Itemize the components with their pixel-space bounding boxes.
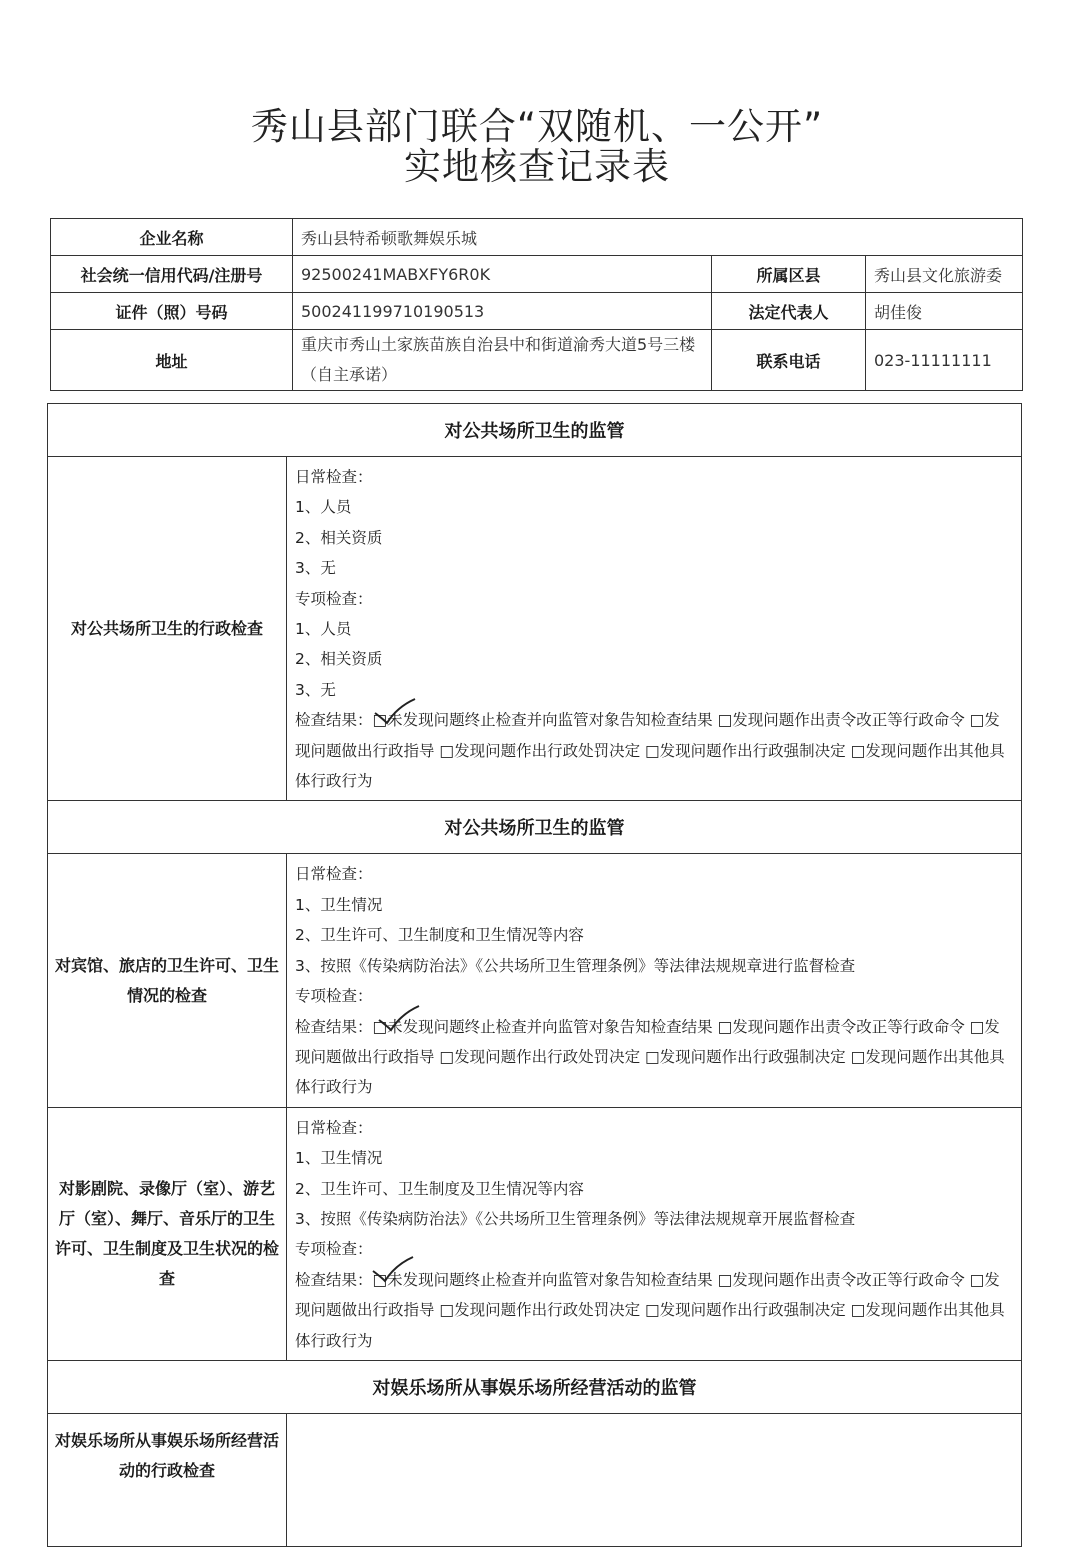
s3-line: 2、卫生许可、卫生制度及卫生情况等内容 bbox=[295, 1179, 584, 1198]
document-title-line1: 秀山县部门联合“双随机、一公开” bbox=[250, 105, 824, 148]
address-value: 重庆市秀山土家族苗族自治县中和街道渝秀大道5号三楼（自主承诺） bbox=[293, 330, 712, 391]
s2-line: 1、卫生情况 bbox=[295, 895, 383, 914]
s3-line: 1、卫生情况 bbox=[295, 1149, 383, 1168]
company-name-value: 秀山县特希顿歌舞娱乐城 bbox=[293, 219, 1023, 256]
s3-result: 检查结果：□未发现问题终止检查并向监管对象告知检查结果 □发现问题作出责令改正等行政命令 □发现问题做出行政指导 □发现问题作出行政处罚决定 □发现问题作出行政强制决定 □发现问题作出其他具体行政行为 bbox=[295, 1270, 1005, 1350]
s1-line: 1、人员 bbox=[295, 620, 352, 639]
section3-content bbox=[287, 1107, 1022, 1360]
district-value: 秀山县文化旅游委 bbox=[866, 256, 1023, 293]
section1-content bbox=[287, 457, 1022, 801]
legal-rep-value: 胡佳俊 bbox=[866, 293, 1023, 330]
section4-header: 对娱乐场所从事娱乐场所经营活动的监管 bbox=[48, 1360, 1022, 1413]
section2-content bbox=[287, 854, 1022, 1107]
s1-line: 2、相关资质 bbox=[295, 650, 383, 669]
handwritten-checkmark-icon bbox=[377, 1004, 421, 1034]
address-label: 地址 bbox=[51, 330, 293, 391]
company-name-label: 企业名称 bbox=[51, 219, 293, 256]
district-label: 所属区县 bbox=[712, 256, 866, 293]
handwritten-checkmark-icon bbox=[373, 697, 417, 727]
section2-label: 对宾馆、旅店的卫生许可、卫生情况的检查 bbox=[48, 854, 287, 1107]
s1-line: 1、人员 bbox=[295, 498, 352, 517]
s2-line: 日常检查： bbox=[295, 865, 373, 884]
section4-content bbox=[287, 1413, 1022, 1546]
s3-line: 3、按照《传染病防治法》《公共场所卫生管理条例》等法律法规规章开展监督检查 bbox=[295, 1209, 856, 1228]
s1-line: 日常检查： bbox=[295, 468, 373, 486]
s2-line: 2、卫生许可、卫生制度和卫生情况等内容 bbox=[295, 926, 584, 945]
document-title-line2: 实地核查记录表 bbox=[404, 145, 670, 188]
s3-line: 专项检查： bbox=[295, 1240, 373, 1259]
inspection-table bbox=[47, 403, 1022, 1547]
phone-label: 联系电话 bbox=[712, 330, 866, 391]
company-info-table bbox=[50, 218, 1023, 391]
handwritten-checkmark-icon bbox=[371, 1255, 415, 1285]
s3-line: 日常检查： bbox=[295, 1118, 373, 1137]
section3-label: 对影剧院、录像厅（室）、游艺厅（室）、舞厅、音乐厅的卫生许可、卫生制度及卫生状况的检查 bbox=[48, 1107, 287, 1360]
phone-value: 023-11111111 bbox=[866, 330, 1023, 391]
s2-line: 专项检查： bbox=[295, 987, 373, 1006]
s1-line: 3、无 bbox=[295, 680, 336, 699]
s2-result: 检查结果：□未发现问题终止检查并向监管对象告知检查结果 □发现问题作出责令改正等行政命令 □发现问题做出行政指导 □发现问题作出行政处罚决定 □发现问题作出行政强制决定 □发现问题作出其他具体行政行为 bbox=[295, 1017, 1005, 1097]
s1-line: 3、无 bbox=[295, 559, 336, 578]
credit-code-value: 92500241MABXFY6R0K bbox=[293, 256, 712, 293]
license-number-value: 500241199710190513 bbox=[293, 293, 712, 330]
section2-header: 对公共场所卫生的监管 bbox=[48, 801, 1022, 854]
s2-line: 3、按照《传染病防治法》《公共场所卫生管理条例》等法律法规规章进行监督检查 bbox=[295, 956, 856, 975]
section1-header: 对公共场所卫生的监管 bbox=[48, 404, 1022, 457]
section4-label: 对娱乐场所从事娱乐场所经营活动的行政检查 bbox=[48, 1413, 287, 1546]
s1-line: 2、相关资质 bbox=[295, 528, 383, 547]
license-number-label: 证件（照）号码 bbox=[51, 293, 293, 330]
section1-label: 对公共场所卫生的行政检查 bbox=[48, 457, 287, 801]
s1-line: 专项检查： bbox=[295, 589, 373, 608]
credit-code-label: 社会统一信用代码/注册号 bbox=[51, 256, 293, 293]
legal-rep-label: 法定代表人 bbox=[712, 293, 866, 330]
s1-result: 检查结果：□未发现问题终止检查并向监管对象告知检查结果 □发现问题作出责令改正等行政命令 □发现问题做出行政指导 □发现问题作出行政处罚决定 □发现问题作出行政强制决定 □发现问题作出其他具体行政行为 bbox=[295, 711, 1005, 791]
